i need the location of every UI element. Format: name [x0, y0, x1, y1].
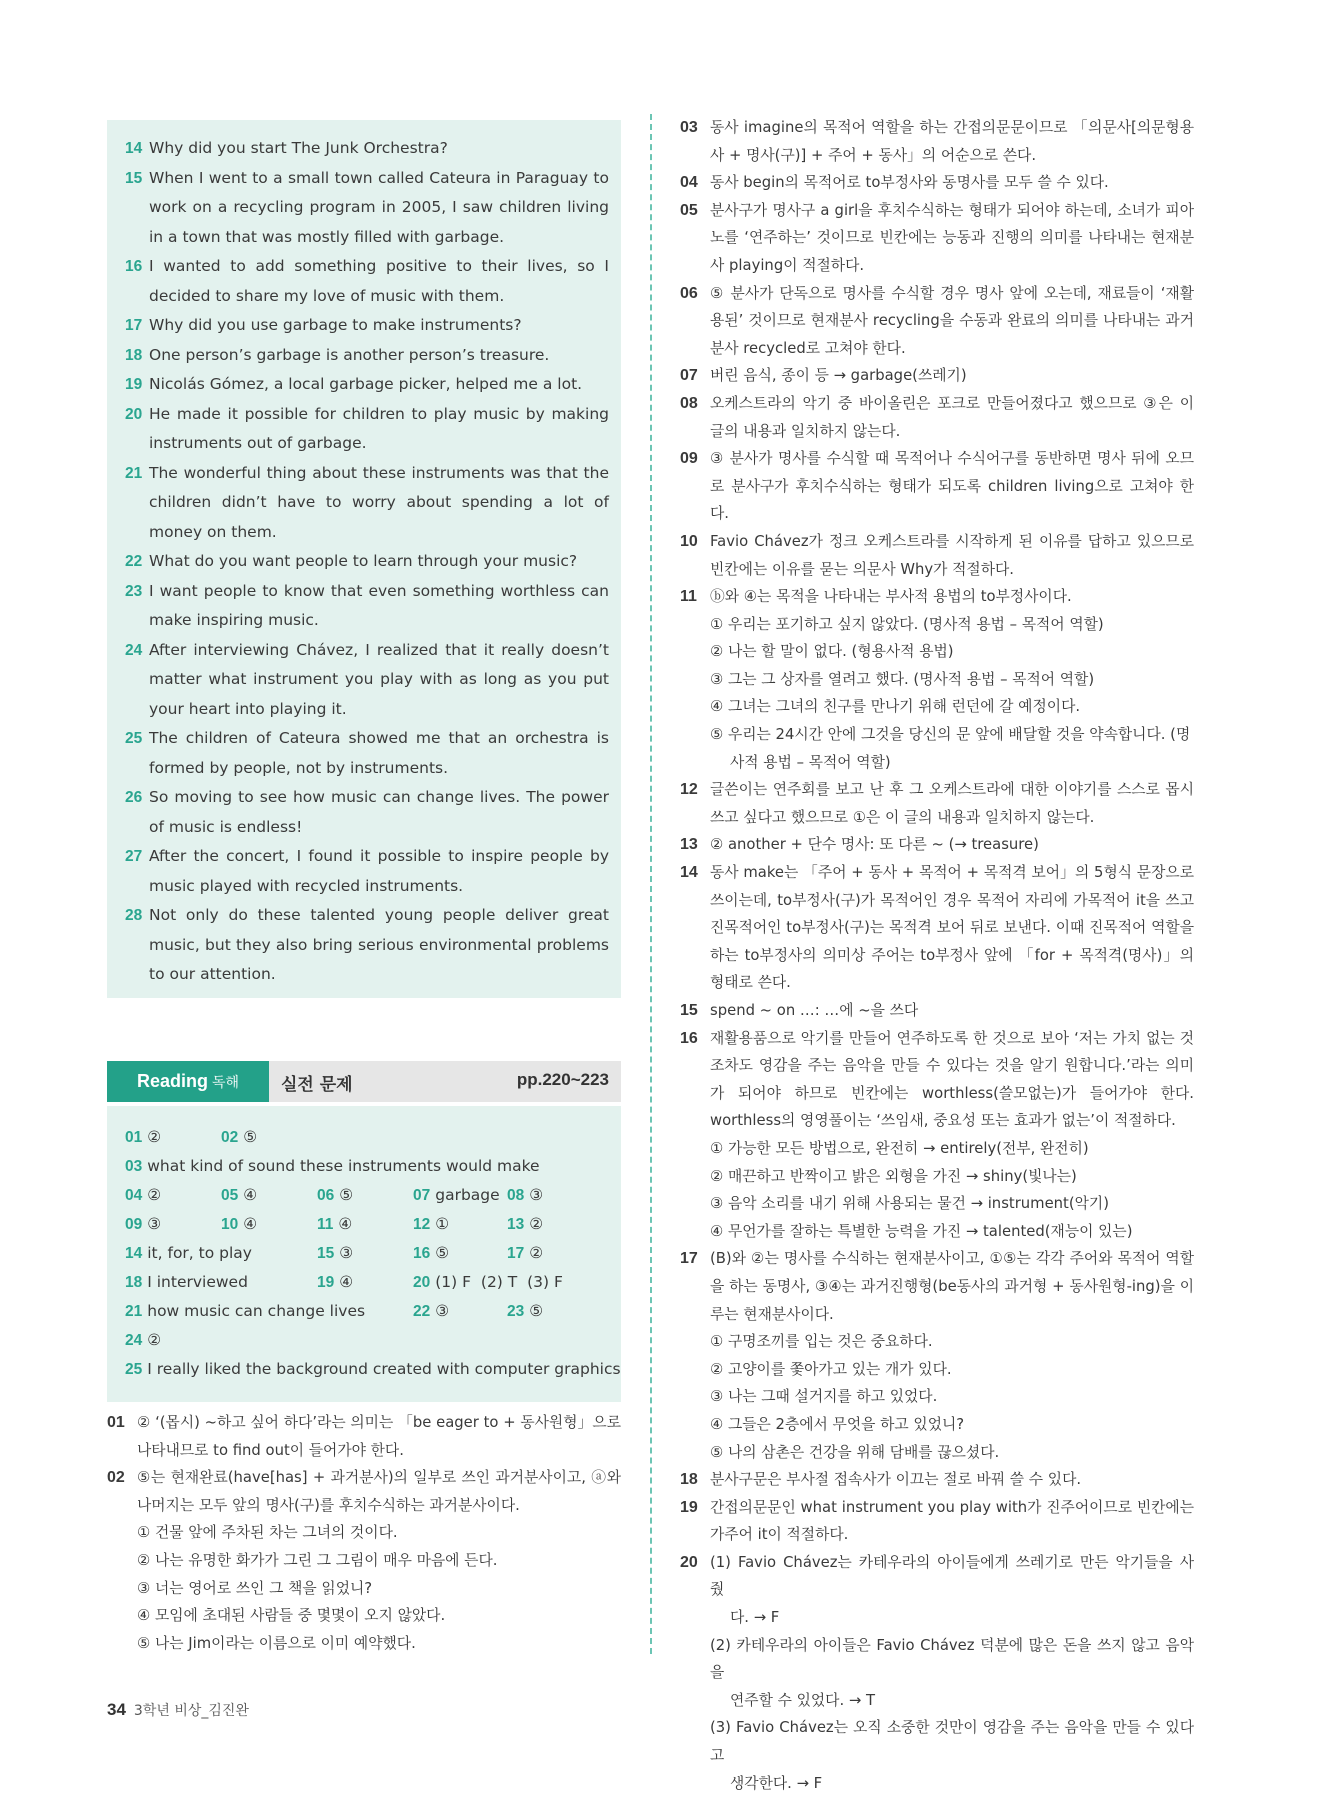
answer-row: 01 ② 02 ⑤ — [125, 1128, 258, 1146]
explanation-text: ② another + 단수 명사: 또 다른 ~ (→ treasure) — [710, 836, 1039, 854]
explanation-01: 01 ② ‘(몹시) ~하고 싶어 하다’라는 의미는 「be eager to + 동사원형」으로 나타내므로 to find out이 들어가야 한다. — [107, 1409, 621, 1464]
answer-04: ② — [147, 1186, 162, 1204]
explanation-text: 분사구문은 부사절 접속사가 이끄는 절로 바꿔 쓸 수 있다. — [710, 1471, 1082, 1489]
item-number: 22 — [125, 553, 143, 570]
page-number: 34 — [107, 1700, 126, 1719]
section-title: 실전 문제 — [281, 1075, 353, 1095]
item-text: After the concert, I found it possible to inspire people by music played with recycled instruments. — [149, 847, 609, 895]
example-sentence: ③ 음악 소리를 내기 위해 사용되는 물건 → instrument(악기) — [710, 1195, 1109, 1213]
example-sentence: (2) 카테우라의 아이들은 Favio Chávez 덕분에 많은 돈을 쓰지 않고 음악을 — [710, 1636, 1194, 1682]
item-number: 26 — [125, 789, 143, 806]
answer-02: ⑤ — [243, 1128, 258, 1146]
example-sentence: 사적 용법 – 목적어 역할) — [730, 753, 891, 771]
example-sentence: 생각한다. → F — [730, 1774, 823, 1792]
example-sentence: ② 나는 유명한 화가가 그린 그 그림이 매우 마음에 든다. — [137, 1551, 498, 1569]
explanation-18: 18 분사구문은 부사절 접속사가 이끄는 절로 바꿔 쓸 수 있다. — [680, 1466, 1194, 1494]
explanation-text: 분사구가 명사구 a girl을 후치수식하는 형태가 되어야 하는데, 소녀가 피아노를 ‘연주하는’ 것이므로 빈칸에는 능동과 진행의 의미를 나타내는 현재분사 playing이 적절하다. — [710, 201, 1194, 274]
answer-row: 18 I interviewed 19 ④ 20 (1) F (2) T (3) F — [125, 1273, 563, 1291]
answer-23: ⑤ — [529, 1302, 544, 1320]
item-text: When I went to a small town called Cateura in Paraguay to work on a recycling program in 2005, I saw children living in a town that was mostly filled with garbage. — [149, 168, 609, 246]
translation-item — [125, 577, 609, 636]
explanation-text: 오케스트라의 악기 중 바이올린은 포크로 만들어졌다고 했으므로 ③은 이 글의 내용과 일치하지 않는다. — [710, 394, 1194, 440]
explanation-02: 02 ⑤는 현재완료(have[has] + 과거분사)의 일부로 쓰인 과거분사이고, ⓐ와 나머지는 모두 앞의 명사(구)를 후치수식하는 과거분사이다. ① 건물 앞에 주차된 차는 그녀의 것이다. ② 나는 유명한 화가가 그린 그 그림이 매우 마음에 든다. ③ 너는 영어로 쓰인 그 책을 읽었니? ④ 모임에 초대된 사람들 중 몇몇이 오지 않았다. ⑤ 나는 Jim이라는 이름으로 이미 예약했다. — [107, 1464, 621, 1657]
answer-16: ⑤ — [435, 1244, 450, 1262]
explanation-text: 동사 begin의 목적어로 to부정사와 동명사를 모두 쓸 수 있다. — [710, 174, 1109, 192]
example-sentence: ③ 너는 영어로 쓰인 그 책을 읽었니? — [137, 1579, 373, 1597]
explanation-17: 17 (B)와 ②는 명사를 수식하는 현재분사이고, ①⑤는 각각 주어와 목적어 역할을 하는 동명사, ③④는 과거진행형(be동사의 과거형 + 동사원형-ing)을 이루는 현재분사이다. ① 구명조끼를 입는 것은 중요하다. ② 고양이를 쫓아가고 있는 개가 있다. ③ 나는 그때 설거지를 하고 있었다. ④ 그들은 2층에서 무엇을 하고 있었니? ⑤ 나의 삼촌은 건강을 위해 담배를 끊으셨다. — [680, 1245, 1194, 1466]
explanation-14: 14 동사 make는 「주어 + 동사 + 목적어 + 목적격 보어」의 5형식 문장으로 쓰이는데, to부정사(구)가 목적어인 경우 목적어 자리에 가목적어 it을 쓰고 진목적어인 to부정사(구)는 목적격 보어 뒤로 보낸다. 이때 진목적어 역할을 하는 to부정사의 의미상 주어는 to부정사 앞에 「for + 목적격(명사)」의 형태로 쓴다. — [680, 859, 1194, 997]
explanation-12: 12 글쓴이는 연주회를 보고 난 후 그 오케스트라에 대한 이야기를 스스로 몹시 쓰고 싶다고 했으므로 ①은 이 글의 내용과 일치하지 않는다. — [680, 776, 1194, 831]
answer-10: ④ — [243, 1215, 258, 1233]
answer-21: how music can change lives — [147, 1302, 366, 1320]
explanation-06: 06 ⑤ 분사가 단독으로 명사를 수식할 경우 명사 앞에 오는데, 재료들이 ‘재활용된’ 것이므로 현재분사 recycling을 수동과 완료의 의미를 나타내는 과거분사 recycled로 고쳐야 한다. — [680, 280, 1194, 363]
translation-item — [125, 842, 609, 901]
answer-row: 25 I really liked the background created with computer graphics — [125, 1360, 621, 1378]
example-sentence: 연주할 수 있었다. → T — [730, 1691, 876, 1709]
answer-row: 04 ② 05 ④ 06 ⑤ 07 garbage 08 ③ — [125, 1186, 544, 1204]
explanation-08: 08 오케스트라의 악기 중 바이올린은 포크로 만들어졌다고 했으므로 ③은 이 글의 내용과 일치하지 않는다. — [680, 390, 1194, 445]
translation-item — [125, 134, 609, 164]
translation-item — [125, 252, 609, 311]
answer-14: it, for, to play — [147, 1244, 252, 1262]
explanation-11: 11 ⓑ와 ④는 목적을 나타내는 부사적 용법의 to부정사이다. ① 우리는 포기하고 싶지 않았다. (명사적 용법 – 목적어 역할) ② 나는 할 말이 없다. (형용사적 용법) ③ 그는 그 상자를 열려고 했다. (명사적 용법 – 목적어 역할) ④ 그녀는 그녀의 친구를 만나기 위해 런던에 갈 예정이다. ⑤ 우리는 24시간 안에 그것을 당신의 문 앞에 배달할 것을 약속합니다. (명 사적 용법 – 목적어 역할) — [680, 583, 1194, 776]
item-text: Why did you use garbage to make instruments? — [149, 316, 522, 334]
example-sentence: ② 고양이를 쫓아가고 있는 개가 있다. — [710, 1360, 952, 1378]
translation-item — [125, 164, 609, 253]
translation-item — [125, 901, 609, 990]
example-sentence: ⑤ 나는 Jim이라는 이름으로 이미 예약했다. — [137, 1634, 416, 1652]
explanation-text: ⓑ와 ④는 목적을 나타내는 부사적 용법의 to부정사이다. — [710, 588, 1072, 606]
item-number: 25 — [125, 730, 143, 747]
book-info: 3학년 비상_김진완 — [133, 1703, 249, 1719]
answer-row: 09 ③ 10 ④ 11 ④ 12 ① 13 ② — [125, 1215, 544, 1233]
item-text: The children of Cateura showed me that an orchestra is formed by people, not by instruments. — [149, 729, 609, 777]
answer-13: ② — [529, 1215, 544, 1233]
item-number: 28 — [125, 907, 143, 924]
item-number: 16 — [125, 258, 143, 275]
item-text: So moving to see how music can change lives. The power of music is endless! — [149, 788, 609, 836]
example-sentence: ② 매끈하고 반짝이고 밝은 외형을 가진 → shiny(빛나는) — [710, 1167, 1077, 1185]
explanation-19: 19 간접의문문인 what instrument you play with가 진주어이므로 빈칸에는 가주어 it이 적절하다. — [680, 1494, 1194, 1549]
item-number: 19 — [125, 376, 143, 393]
answer-25: I really liked the background created with computer graphics — [147, 1360, 621, 1378]
explanation-text: 재활용품으로 악기를 만들어 연주하도록 한 것으로 보아 ‘저는 가치 없는 것조차도 영감을 주는 음악을 만들 수 있다는 것을 알기 원합니다.’라는 의미가 되어야 하므로 빈칸에는 worthless(쓸모없는)가 들어가야 한다. worthless의 영영풀이는 ‘쓰임새, 중요성 또는 효과가 없는’이 적절하다. — [710, 1029, 1194, 1130]
example-sentence: ③ 나는 그때 설거지를 하고 있었다. — [710, 1388, 938, 1406]
example-sentence: ① 구명조끼를 입는 것은 중요하다. — [710, 1333, 933, 1351]
explanation-text: Favio Chávez가 정크 오케스트라를 시작하게 된 이유를 답하고 있으므로 빈칸에는 이유를 묻는 의문사 Why가 적절하다. — [710, 532, 1194, 578]
item-text: The wonderful thing about these instruments was that the children didn’t have to worry about spending a lot of money on them. — [149, 463, 609, 541]
page-range: pp.220~223 — [516, 1070, 609, 1089]
answer-07: garbage — [435, 1186, 500, 1204]
explanation-text: ② ‘(몹시) ~하고 싶어 하다’라는 의미는 「be eager to + 동사원형」으로 나타내므로 to find out이 들어가야 한다. — [137, 1414, 621, 1459]
answer-03: what kind of sound these instruments would make — [147, 1157, 540, 1175]
item-text: After interviewing Chávez, I realized that it really doesn’t matter what instrument you play with as long as you put your heart into playing it. — [149, 640, 609, 718]
answer-24: ② — [147, 1331, 162, 1349]
answer-row: 14 it, for, to play 15 ③ 16 ⑤ 17 ② — [125, 1244, 544, 1262]
explanation-text: 버린 음식, 종이 등 → garbage(쓰레기) — [710, 367, 967, 385]
example-sentence: ⑤ 우리는 24시간 안에 그것을 당신의 문 앞에 배달할 것을 약속합니다. (명 — [710, 726, 1191, 744]
example-sentence: ④ 그들은 2층에서 무엇을 하고 있었니? — [710, 1415, 965, 1433]
explanations-left — [107, 1409, 621, 1657]
answer-08: ③ — [529, 1186, 544, 1204]
example-sentence: ③ 그는 그 상자를 열려고 했다. (명사적 용법 – 목적어 역할) — [710, 670, 1095, 688]
reading-header-bar — [107, 1061, 621, 1102]
explanation-text: 동사 make는 「주어 + 동사 + 목적어 + 목적격 보어」의 5형식 문장으로 쓰이는데, to부정사(구)가 목적어인 경우 목적어 자리에 가목적어 it을 쓰고 진목적어인 to부정사(구)는 목적격 보어 뒤로 보낸다. 이때 진목적어 역할을 하는 to부정사의 의미상 주어는 to부정사 앞에 「for + 목적격(명사)」의 형태로 쓴다. — [710, 864, 1194, 992]
answer-19: ④ — [339, 1273, 354, 1291]
explanation-10: 10 Favio Chávez가 정크 오케스트라를 시작하게 된 이유를 답하고 있으므로 빈칸에는 이유를 묻는 의문사 Why가 적절하다. — [680, 528, 1194, 583]
explanation-text: 간접의문문인 what instrument you play with가 진주어이므로 빈칸에는 가주어 it이 적절하다. — [710, 1498, 1194, 1544]
translation-box — [107, 120, 621, 998]
example-sentence: ⑤ 나의 삼촌은 건강을 위해 담배를 끊으셨다. — [710, 1443, 1000, 1461]
item-number: 21 — [125, 464, 143, 482]
item-text: I want people to know that even something worthless can make inspiring music. — [149, 581, 609, 629]
answer-row: 03 what kind of sound these instruments would make — [125, 1157, 540, 1175]
translation-item — [125, 636, 609, 725]
explanation-15: 15 spend ~ on …: …에 ~을 쓰다 — [680, 997, 1194, 1025]
item-text: Not only do these talented young people deliver great music, but they also bring serious environmental problems to our attention. — [149, 906, 609, 983]
item-number: 17 — [125, 317, 143, 334]
explanation-05: 05 분사구가 명사구 a girl을 후치수식하는 형태가 되어야 하는데, 소녀가 피아노를 ‘연주하는’ 것이므로 빈칸에는 능동과 진행의 의미를 나타내는 현재분사 playing이 적절하다. — [680, 197, 1194, 280]
explanation-text: ③ 분사가 명사를 수식할 때 목적어나 수식어구를 동반하면 명사 뒤에 오므로 분사구가 후치수식하는 형태가 되도록 children living으로 고쳐야 한다. — [710, 450, 1194, 523]
translation-item — [125, 400, 609, 459]
item-number: 18 — [125, 346, 143, 364]
example-sentence: ① 가능한 모든 방법으로, 완전히 → entirely(전부, 완전히) — [710, 1139, 1089, 1157]
answer-22: ③ — [435, 1302, 450, 1320]
item-text: Why did you start The Junk Orchestra? — [149, 139, 448, 157]
example-sentence: ④ 모임에 초대된 사람들 중 몇몇이 오지 않았다. — [137, 1607, 446, 1625]
example-sentence: 다. → F — [730, 1609, 780, 1627]
explanation-07: 07 버린 음식, 종이 등 → garbage(쓰레기) — [680, 362, 1194, 390]
answer-18: I interviewed — [147, 1273, 248, 1291]
translation-item — [125, 311, 609, 341]
item-text: What do you want people to learn through your music? — [149, 552, 578, 570]
translation-item — [125, 724, 609, 783]
item-text: He made it possible for children to play music by making instruments out of garbage. — [149, 404, 609, 452]
example-sentence: ① 우리는 포기하고 싶지 않았다. (명사적 용법 – 목적어 역할) — [710, 615, 1104, 633]
answer-01: ② — [147, 1128, 162, 1146]
reading-tab-label: Reading — [136, 1071, 208, 1091]
example-sentence: ④ 그녀는 그녀의 친구를 만나기 위해 런던에 갈 예정이다. — [710, 698, 1081, 716]
answer-20: (1) F (2) T (3) F — [435, 1273, 563, 1291]
answer-11: ④ — [338, 1215, 353, 1233]
answer-09: ③ — [147, 1215, 162, 1233]
item-text: One person’s garbage is another person’s treasure. — [149, 345, 550, 364]
explanation-04: 04 동사 begin의 목적어로 to부정사와 동명사를 모두 쓸 수 있다. — [680, 169, 1194, 197]
item-number: 20 — [125, 405, 143, 423]
item-number: 14 — [125, 140, 143, 157]
translation-item — [125, 547, 609, 577]
explanation-text: ⑤는 현재완료(have[has] + 과거분사)의 일부로 쓰인 과거분사이고, ⓐ와 나머지는 모두 앞의 명사(구)를 후치수식하는 과거분사이다. — [137, 1469, 621, 1514]
example-sentence: ② 나는 할 말이 없다. (형용사적 용법) — [710, 643, 954, 661]
reading-tab-korean: 독해 — [211, 1074, 240, 1091]
answer-06: ⑤ — [339, 1186, 354, 1204]
answer-row: 24 ② — [125, 1331, 162, 1349]
example-sentence: (3) Favio Chávez는 오직 소중한 것만이 영감을 주는 음악을 만들 수 있다고 — [710, 1719, 1194, 1765]
answer-15: ③ — [339, 1244, 354, 1262]
item-number: 15 — [125, 169, 143, 187]
answer-05: ④ — [243, 1186, 258, 1204]
translation-item — [125, 370, 609, 400]
explanation-text: 글쓴이는 연주회를 보고 난 후 그 오케스트라에 대한 이야기를 스스로 몹시 쓰고 싶다고 했으므로 ①은 이 글의 내용과 일치하지 않는다. — [710, 781, 1194, 826]
example-sentence: (1) Favio Chávez는 카테우라의 아이들에게 쓰레기로 만든 악기들을 사 줬 — [710, 1553, 1194, 1599]
item-text: I wanted to add something positive to their lives, so I decided to share my love of music with them. — [149, 257, 609, 305]
item-number: 23 — [125, 582, 143, 600]
item-number: 24 — [125, 641, 143, 659]
example-sentence: ① 건물 앞에 주차된 차는 그녀의 것이다. — [137, 1524, 398, 1542]
answer-17: ② — [529, 1244, 544, 1262]
explanation-09: 09 ③ 분사가 명사를 수식할 때 목적어나 수식어구를 동반하면 명사 뒤에 오므로 분사구가 후치수식하는 형태가 되도록 children living으로 고쳐야 한다. — [680, 445, 1194, 528]
page-footer — [107, 1700, 249, 1720]
explanation-16: 16 재활용품으로 악기를 만들어 연주하도록 한 것으로 보아 ‘저는 가치 없는 것조차도 영감을 주는 음악을 만들 수 있다는 것을 알기 원합니다.’라는 의미가 되어야 하므로 빈칸에는 worthless(쓸모없는)가 들어가야 한다. worthless의 영영풀이는 ‘쓰임새, 중요성 또는 효과가 없는’이 적절하다. ① 가능한 모든 방법으로, 완전히 → entirely(전부, 완전히) ② 매끈하고 반짝이고 밝은 외형을 가진 → shiny(빛나는) ③ 음악 소리를 내기 위해 사용되는 물건 → instrument(악기) ④ 무언가를 잘하는 특별한 능력을 가진 → talented(재능이 있는) — [680, 1025, 1194, 1246]
explanation-text: ⑤ 분사가 단독으로 명사를 수식할 경우 명사 앞에 오는데, 재료들이 ‘재활용된’ 것이므로 현재분사 recycling을 수동과 완료의 의미를 나타내는 과거분사 recycled로 고쳐야 한다. — [710, 284, 1194, 357]
explanation-13: 13 ② another + 단수 명사: 또 다른 ~ (→ treasure) — [680, 831, 1194, 859]
explanations-right — [680, 114, 1194, 1797]
example-sentence: ④ 무언가를 잘하는 특별한 능력을 가진 → talented(재능이 있는) — [710, 1222, 1133, 1240]
translation-list — [125, 134, 609, 990]
answer-12: ① — [435, 1215, 450, 1233]
explanation-text: spend ~ on …: …에 ~을 쓰다 — [710, 1002, 919, 1019]
item-text: Nicolás Gómez, a local garbage picker, helped me a lot. — [149, 375, 583, 393]
reading-tab — [107, 1061, 269, 1102]
answer-row: 21 how music can change lives 22 ③ 23 ⑤ — [125, 1302, 544, 1320]
item-number: 27 — [125, 848, 143, 865]
translation-item — [125, 783, 609, 842]
translation-item — [125, 459, 609, 548]
explanation-text: (B)와 ②는 명사를 수식하는 현재분사이고, ①⑤는 각각 주어와 목적어 역할을 하는 동명사, ③④는 과거진행형(be동사의 과거형 + 동사원형-ing)을 이루는 현재분사이다. — [710, 1250, 1194, 1323]
explanation-20: 20 (1) Favio Chávez는 카테우라의 아이들에게 쓰레기로 만든 악기들을 사 줬 다. → F (2) 카테우라의 아이들은 Favio Chávez 덕분에 많은 돈을 쓰지 않고 음악을 연주할 수 있었다. → T (3) Favio Chávez는 오직 소중한 것만이 영감을 주는 음악을 만들 수 있다고 생각한다. → F — [680, 1549, 1194, 1797]
explanation-text: 동사 imagine의 목적어 역할을 하는 간접의문문이므로 「의문사[의문형용사 + 명사(구)] + 주어 + 동사」의 어순으로 쓴다. — [710, 119, 1194, 164]
answer-key-box — [107, 1106, 621, 1402]
explanation-03: 03 동사 imagine의 목적어 역할을 하는 간접의문문이므로 「의문사[의문형용사 + 명사(구)] + 주어 + 동사」의 어순으로 쓴다. — [680, 114, 1194, 169]
translation-item — [125, 341, 609, 371]
column-divider — [650, 114, 652, 1654]
